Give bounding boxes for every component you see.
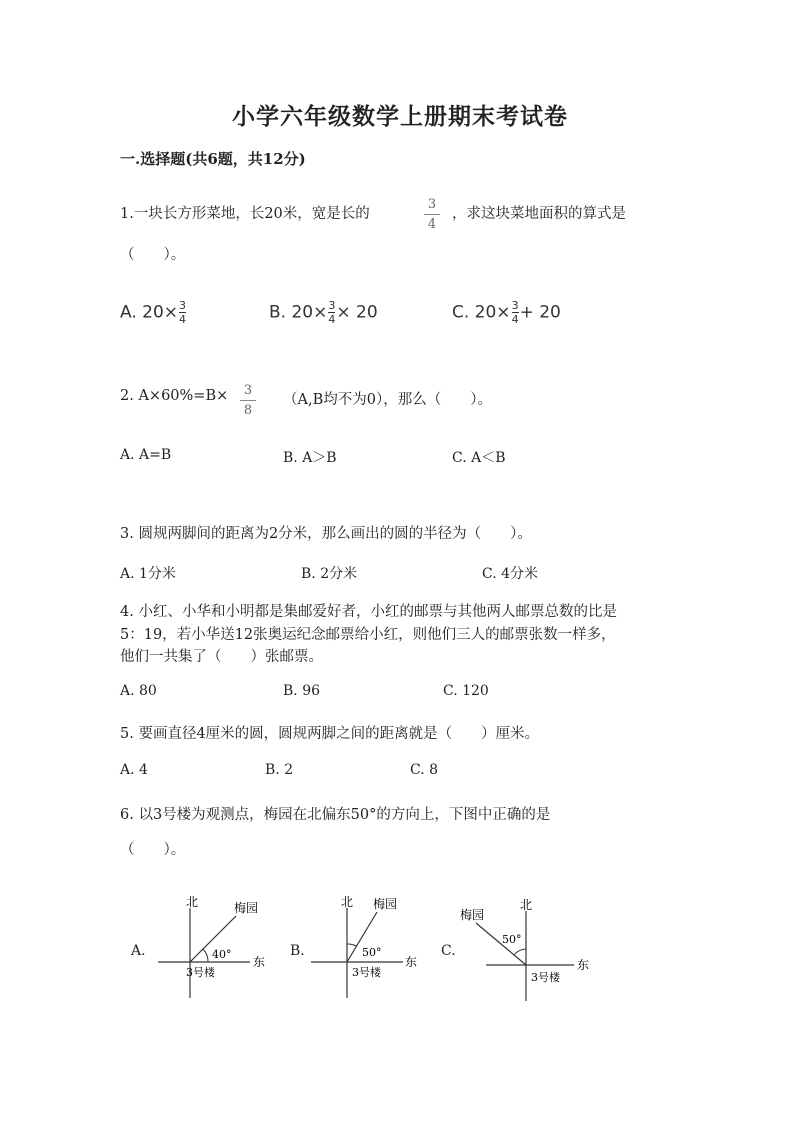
question-4-option-a[interactable]: A. 80 bbox=[120, 683, 157, 699]
garden-label: 梅园 bbox=[460, 908, 485, 922]
section-heading: 一.选择题(共6题，共12分) bbox=[120, 150, 306, 168]
option-b-fraction bbox=[328, 300, 335, 325]
question-2-option-b[interactable]: B. A＞B bbox=[283, 450, 337, 466]
question-5-option-b[interactable]: B. 2 bbox=[265, 762, 294, 778]
question-3-option-a[interactable]: A. 1分米 bbox=[120, 566, 176, 582]
question-3-text: 3. 圆规两脚间的距离为2分米，那么画出的圆的半径为（ ）。 bbox=[120, 526, 532, 542]
question-1-option-c[interactable] bbox=[452, 300, 561, 325]
fraction-numerator: 3 bbox=[328, 299, 336, 312]
question-5-option-c[interactable]: C. 8 bbox=[410, 762, 439, 778]
diagram-a bbox=[150, 890, 280, 1002]
question-1-option-b[interactable] bbox=[269, 300, 378, 325]
question-1-text: 1.一块长方形菜地，长20米，宽是长的 bbox=[120, 206, 370, 222]
question-3-option-c[interactable]: C. 4分米 bbox=[482, 566, 539, 582]
north-label: 北 bbox=[341, 895, 354, 909]
fraction-bar bbox=[240, 400, 256, 401]
option-a-fraction bbox=[179, 300, 186, 325]
question-2-text: 2. A×60%=B× bbox=[120, 388, 229, 404]
question-1-line-2: （ ）。 bbox=[120, 247, 186, 263]
angle-label: 50° bbox=[502, 933, 522, 946]
fraction-denominator: 4 bbox=[511, 313, 519, 326]
question-2-option-c[interactable]: C. A＜B bbox=[452, 450, 506, 466]
diagram-c-letter[interactable]: C. bbox=[441, 943, 456, 959]
option-b-label: B. 20× bbox=[269, 302, 328, 323]
option-a-label: A. 20× bbox=[120, 302, 179, 323]
question-5-text: 5. 要画直径4厘米的圆，圆规两脚之间的距离就是（ ）厘米。 bbox=[120, 726, 540, 742]
option-c-label: C. 20× bbox=[452, 302, 511, 323]
building-label: 3号楼 bbox=[186, 966, 215, 979]
angle-label: 50° bbox=[362, 946, 382, 959]
question-2-fraction bbox=[240, 382, 256, 419]
fraction-denominator: 4 bbox=[328, 313, 336, 326]
option-c-suffix: + 20 bbox=[519, 302, 561, 323]
question-4-line-2: 5：19，若小华送12张奥运纪念邮票给小红，则他们三人的邮票张数一样多， bbox=[120, 627, 616, 643]
fraction-numerator: 3 bbox=[511, 299, 519, 312]
question-4-option-c[interactable]: C. 120 bbox=[443, 683, 489, 699]
diagram-c bbox=[456, 893, 596, 1005]
question-2-text-after: （A,B均不为0），那么（ ）。 bbox=[283, 392, 492, 408]
fraction-denominator: 4 bbox=[179, 313, 187, 326]
question-3-option-b[interactable]: B. 2分米 bbox=[301, 566, 358, 582]
diagram-b-letter[interactable]: B. bbox=[290, 943, 305, 959]
diagram-a-letter[interactable]: A. bbox=[131, 943, 146, 959]
fraction-denominator: 8 bbox=[243, 403, 253, 418]
question-1-text-after: ，求这块菜地面积的算式是 bbox=[452, 206, 626, 222]
building-label: 3号楼 bbox=[531, 971, 560, 984]
east-label: 东 bbox=[253, 955, 266, 969]
question-4-line-1: 4. 小红、小华和小明都是集邮爱好者，小红的邮票与其他两人邮票总数的比是 bbox=[120, 604, 617, 620]
east-label: 东 bbox=[405, 955, 418, 969]
angle-arc bbox=[347, 944, 356, 946]
question-1-fraction bbox=[424, 196, 440, 233]
question-1-option-a[interactable] bbox=[120, 300, 187, 325]
fraction-denominator: 4 bbox=[427, 217, 437, 232]
option-b-suffix: × 20 bbox=[336, 302, 378, 323]
question-2-option-a[interactable]: A. A=B bbox=[120, 447, 172, 463]
east-label: 东 bbox=[577, 958, 590, 972]
building-label: 3号楼 bbox=[352, 966, 381, 979]
option-c-fraction bbox=[512, 300, 519, 325]
question-4-line-3: 他们一共集了（ ）张邮票。 bbox=[120, 649, 323, 665]
north-label: 北 bbox=[520, 898, 533, 912]
garden-label: 梅园 bbox=[373, 897, 398, 911]
fraction-numerator: 3 bbox=[427, 197, 437, 212]
angle-arc bbox=[514, 949, 526, 955]
fraction-numerator: 3 bbox=[179, 299, 187, 312]
question-5-option-a[interactable]: A. 4 bbox=[120, 762, 148, 778]
question-6-line-1: 6. 以3号楼为观测点，梅园在北偏东50°的方向上，下图中正确的是 bbox=[120, 807, 551, 823]
angle-arc bbox=[203, 949, 208, 962]
angle-label: 40° bbox=[212, 948, 232, 961]
question-6-line-2: （ ）。 bbox=[120, 842, 186, 858]
garden-label: 梅园 bbox=[234, 901, 259, 915]
page-title: 小学六年级数学上册期末考试卷 bbox=[232, 103, 568, 130]
fraction-bar bbox=[424, 214, 440, 215]
north-label: 北 bbox=[186, 895, 199, 909]
diagram-b bbox=[305, 890, 435, 1002]
question-4-option-b[interactable]: B. 96 bbox=[283, 683, 321, 699]
fraction-numerator: 3 bbox=[243, 383, 253, 398]
